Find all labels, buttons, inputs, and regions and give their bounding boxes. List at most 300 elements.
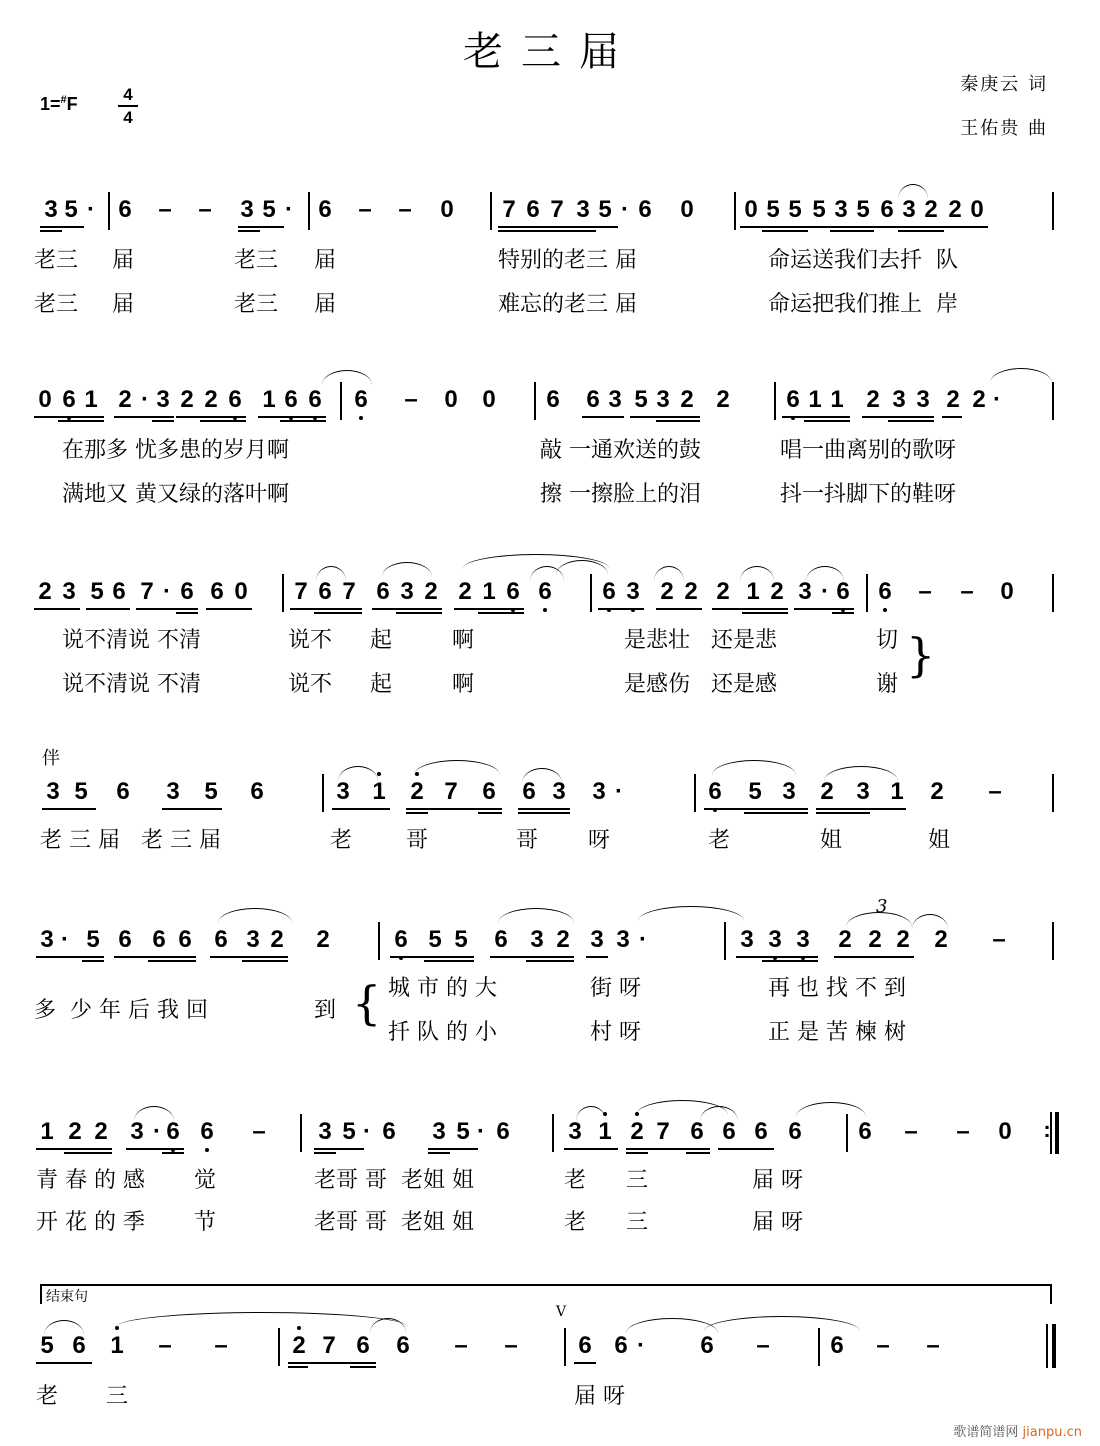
beam-underline [314,612,362,614]
note: 2 [948,196,962,223]
barline [1052,382,1054,420]
barline [1052,774,1054,812]
beam-underline [206,608,252,610]
slur-arc [898,184,928,199]
note: 6 [638,196,652,223]
note: 6 [152,926,166,953]
breath-mark: V [556,1304,567,1320]
beam-underline [258,416,326,418]
time-divider [118,105,138,107]
note: 1 [808,386,822,413]
beam-underline [498,230,520,232]
barline [846,1114,848,1152]
note: 1 [108,1332,126,1360]
note: 7 [550,196,564,223]
note: 7 [444,778,458,805]
note: 1 [746,578,760,605]
beam-underline [704,808,808,810]
note: 5 [454,926,468,953]
verse-brace: } [906,628,936,682]
beam-underline [478,812,502,814]
note: 2 [924,196,938,223]
augmentation-dot: · [285,196,293,223]
lyric-text: 说不清说 不清 [62,672,201,697]
note: 6 [880,196,894,223]
dash: – [358,196,372,223]
slur-arc [414,760,500,775]
dash: – [756,1332,770,1359]
note: 2 [896,926,910,953]
note: 6 [614,1332,628,1359]
slur-arc [654,566,684,581]
note: 3 [590,926,604,953]
triplet-mark: 3 [876,896,888,917]
note: 6 [706,778,724,806]
note: 3 [916,386,930,413]
note: 3 [856,778,870,805]
note: 6 [494,926,508,953]
beam-underline [656,608,702,610]
note: 5 [64,196,78,223]
note: 6 [546,386,560,413]
dash: – [992,926,1006,953]
note: 6 [788,1118,802,1145]
lyric-text: 老三 [234,248,279,273]
slur-arc [134,1106,174,1121]
slur-arc [116,1312,408,1327]
lyric-text: 擦 一擦脸上的泪 [540,482,701,507]
note: 1 [596,1118,614,1146]
lyric-text: 敲 一通欢送的鼓 [540,438,701,463]
note: 5 [766,196,780,223]
note: 6 [690,1118,704,1145]
note: 3 [892,386,906,413]
beam-underline [498,226,572,228]
beam-underline [942,416,962,418]
note: 2 [838,926,852,953]
note: 7 [322,1332,336,1359]
note: 6 [226,386,244,414]
augmentation-dot: · [621,196,629,223]
note: 1 [482,578,496,605]
note: 3 [552,778,566,805]
note: 6 [382,1118,396,1145]
slur-arc [806,566,844,581]
beam-underline [898,230,944,232]
lyric-text: 难忘的老三 届 [498,292,637,317]
time-top: 4 [123,85,133,104]
barline [564,1328,566,1366]
note: 5 [856,196,870,223]
beam-underline [804,420,850,422]
note: 2 [972,386,986,413]
beam-underline [372,608,442,610]
beam-underline [586,956,608,958]
lyric-text: 谢 [876,672,899,697]
lyric-text: 城 市 的 大 [388,976,497,1001]
note: 3 [568,1118,582,1145]
lyric-text: 说不 [288,628,333,653]
dash: – [918,578,932,605]
note: 0 [440,196,454,223]
beam-underline [396,612,442,614]
slur-arc [382,562,432,577]
barline [308,192,310,230]
beam-underline [332,808,390,810]
dash: – [454,1332,468,1359]
beam-underline [424,960,474,962]
beam-underline [520,230,572,232]
augmentation-dot: · [993,386,1001,413]
key-signature [40,94,78,115]
slur-arc [712,760,796,775]
barline [300,1114,302,1152]
note: 6 [536,578,554,606]
lyric-text: 扦 队 的 小 [388,1020,497,1045]
note: 3 [166,778,180,805]
slur-arc [824,766,898,781]
beam-underline [862,416,934,418]
note: 6 [834,578,852,606]
note: 6 [318,196,332,223]
lyric-text: 说不 [288,672,333,697]
note: 6 [164,1118,182,1146]
beam-underline [428,1148,478,1150]
lyric-text: 姐 [820,828,843,853]
note: 6 [396,1332,410,1359]
note: 6 [700,1332,714,1359]
lyric-text: 届 [314,248,337,273]
beam-underline [86,608,130,610]
note: 6 [178,926,192,953]
lyric-text: 届 [314,292,337,317]
time-bottom: 4 [123,108,133,127]
lyric-text: 起 [370,672,393,697]
lyric-text: 姐 [928,828,951,853]
beam-underline [736,956,818,958]
note: 3 [782,778,796,805]
note: 1 [84,386,98,413]
note: 6 [180,578,194,605]
beam-underline [740,226,988,228]
barline [866,574,868,612]
beam-underline [762,230,808,232]
barline [378,922,380,960]
note: 6 [392,926,410,954]
lyric-text: 三 [626,1168,649,1193]
note: 5 [74,778,88,805]
note: 5 [748,778,762,805]
lyric-text: 届 呀 [752,1210,803,1235]
note: 2 [180,386,194,413]
beam-underline [518,808,570,810]
note: 6 [282,386,300,414]
beam-underline [572,226,618,228]
note: 5 [262,196,276,223]
lyric-text: 命运把我们推上 岸 [768,292,958,317]
dash: – [926,1332,940,1359]
note: 0 [680,196,694,223]
lyric-text: 啊 [452,628,475,653]
note: 3 [318,1118,332,1145]
note: 3 [740,926,754,953]
slur-arc [338,766,378,781]
lyric-text: 是感伤 还是感 [624,672,777,697]
note: 2 [424,578,438,605]
note: 3 [592,778,606,805]
note: 2 [684,578,698,605]
beam-underline [64,1152,112,1154]
lyric-text: 开 花 的 季 [36,1210,145,1235]
beam-underline [582,416,624,418]
note: 6 [118,926,132,953]
watermark-en: jianpu.cn [1022,1425,1082,1440]
composer-credit: 王佑贵 曲 [960,118,1048,139]
note: 3 [46,778,60,805]
note: 6 [356,1332,370,1359]
note: 7 [342,578,356,605]
lyric-text: 抖一抖脚下的鞋呀 [780,482,957,507]
slur-arc [498,908,574,923]
beam-underline [162,1152,184,1154]
note: 2 [408,778,426,806]
note: 6 [600,578,618,606]
lyric-text: 老三 [234,292,279,317]
beam-underline [834,956,914,958]
lyric-text: 啊 [452,672,475,697]
augmentation-dot: · [141,386,149,413]
barline [774,382,776,420]
beam-underline [114,956,196,958]
lyric-text: 正 是 苦 楝 树 [768,1020,906,1045]
augmentation-dot: · [87,196,95,223]
slur-arc [990,368,1052,383]
barline [694,774,696,812]
lyric-text: 起 [370,628,393,653]
dash: – [158,1332,172,1359]
beam-underline [406,812,428,814]
beam-underline [656,420,700,422]
lyric-text: 届 [112,248,135,273]
slur-arc [796,1102,866,1117]
dash: – [504,1332,518,1359]
lyric-text: 呀 [588,828,611,853]
beam-underline [794,608,854,610]
slur-arc [912,914,948,929]
sharp-sign: # [60,94,67,106]
beam-underline [630,416,700,418]
barline [590,574,592,612]
lyric-text: 多 少 年 后 我 回 [34,998,208,1023]
note: 0 [234,578,248,605]
beam-underline [350,1366,376,1368]
dash: – [404,386,418,413]
barline [108,192,110,230]
time-signature [118,86,138,126]
slur-arc [522,768,562,783]
note: 3 [400,578,414,605]
beam-underline [564,1148,618,1150]
note: 6 [830,1332,844,1359]
barline [1052,574,1054,612]
beam-underline [390,956,474,958]
lyric-text: 说不清说 不清 [62,628,201,653]
beam-underline [574,1362,596,1364]
note: 3 [656,386,670,413]
lyric-text: 切 [876,628,899,653]
barline [490,192,492,230]
dash: – [252,1118,266,1145]
beam-underline [428,1152,450,1154]
beam-underline [40,230,62,232]
note: 3 [62,578,76,605]
beam-underline [626,1148,710,1150]
note: 2 [316,926,330,953]
octave-dot-below [205,1148,209,1152]
dash: – [988,778,1002,805]
lyric-text: 老 [564,1168,587,1193]
note: 0 [1000,578,1014,605]
beam-underline [288,1366,308,1368]
beam-underline [454,608,524,610]
note: 5 [428,926,442,953]
note: 6 [526,196,540,223]
note: 3 [798,578,812,605]
note: 2 [934,926,948,953]
beam-underline [36,1362,92,1364]
beam-underline [40,226,84,228]
barline [818,1328,820,1366]
note: 2 [680,386,694,413]
note: 6 [482,778,496,805]
beam-underline [148,960,196,962]
note: 5 [40,1332,54,1359]
note: 6 [118,196,132,223]
note: 5 [788,196,802,223]
note: 6 [250,778,264,805]
barline [552,1114,554,1152]
lyric-text: 哥 [406,828,429,853]
note: 2 [94,1118,108,1145]
note: 5 [86,926,100,953]
lyric-text: 哥 [516,828,539,853]
beam-underline [816,808,906,810]
note: 0 [970,196,984,223]
note: 2 [930,778,944,805]
note: 6 [210,578,224,605]
lyric-text: 老哥 哥 老姐 姐 [314,1210,474,1235]
verse-brace: { [352,976,382,1030]
note: 3 [834,196,848,223]
note: 1 [890,778,904,805]
beam-underline [114,416,174,418]
octave-dot-below [359,416,363,420]
note: 3 [608,386,622,413]
note: 6 [214,926,228,953]
note: 6 [72,1332,86,1359]
note: 1 [40,1118,54,1145]
beam-underline [238,230,260,232]
beam-underline [744,812,808,814]
lyric-text: 是悲壮 还是悲 [624,628,777,653]
beam-underline [176,416,246,418]
lyricist-credit: 秦庚云 词 [960,74,1048,95]
note: 2 [556,926,570,953]
note: 5 [456,1118,470,1145]
beam-underline [490,956,574,958]
augmentation-dot: · [637,1332,645,1359]
beam-underline [58,420,104,422]
note: 1 [830,386,844,413]
note: 6 [522,778,536,805]
accompaniment-label: 伴 [42,748,60,769]
note: 5 [634,386,648,413]
dash: – [398,196,412,223]
note: 2 [946,386,960,413]
dash: – [198,196,212,223]
lyric-text: 觉 [194,1168,217,1193]
note: 1 [370,778,388,806]
watermark-cn: 歌谱简谱网 [953,1425,1019,1440]
lyric-text: 特别的老三 届 [498,248,637,273]
note: 6 [784,386,802,414]
note: 2 [628,1118,646,1146]
note: 5 [598,196,612,223]
octave-dot-below [883,608,887,612]
augmentation-dot: · [821,578,829,605]
octave-dot-below [543,608,547,612]
lyric-text: 街 呀 [590,976,641,1001]
beam-underline [242,960,288,962]
augmentation-dot: · [639,926,647,953]
note: 3 [336,778,350,805]
lyric-text: 到 [314,998,337,1023]
barline [734,192,736,230]
note: 3 [240,196,254,223]
note: 3 [576,196,590,223]
key-prefix: 1= [40,94,61,114]
beam-underline [36,956,104,958]
note: 7 [140,578,154,605]
slur-arc [44,1320,84,1335]
note: 6 [376,578,390,605]
barline [724,922,726,960]
lyric-text: 老 [564,1210,587,1235]
beam-underline [718,1148,774,1150]
note: 5 [204,778,218,805]
barline [282,574,284,612]
barline [1052,922,1054,960]
beam-underline [406,808,502,810]
lyric-text: 命运送我们去扦 队 [768,248,958,273]
barline [340,382,342,420]
slur-arc [316,566,346,581]
note: 2 [866,386,880,413]
beam-underline [314,1152,336,1154]
note: 3 [794,926,812,954]
lyric-text: 三 [106,1384,129,1409]
beam-underline [762,960,818,962]
note: 3 [130,1118,144,1145]
beam-underline [526,960,574,962]
augmentation-dot: · [363,1118,371,1145]
lyric-text: 老 [708,828,731,853]
watermark [953,1421,1082,1440]
note: 3 [246,926,260,953]
beam-underline [832,612,854,614]
note: 6 [858,1118,872,1145]
note: 0 [744,196,758,223]
